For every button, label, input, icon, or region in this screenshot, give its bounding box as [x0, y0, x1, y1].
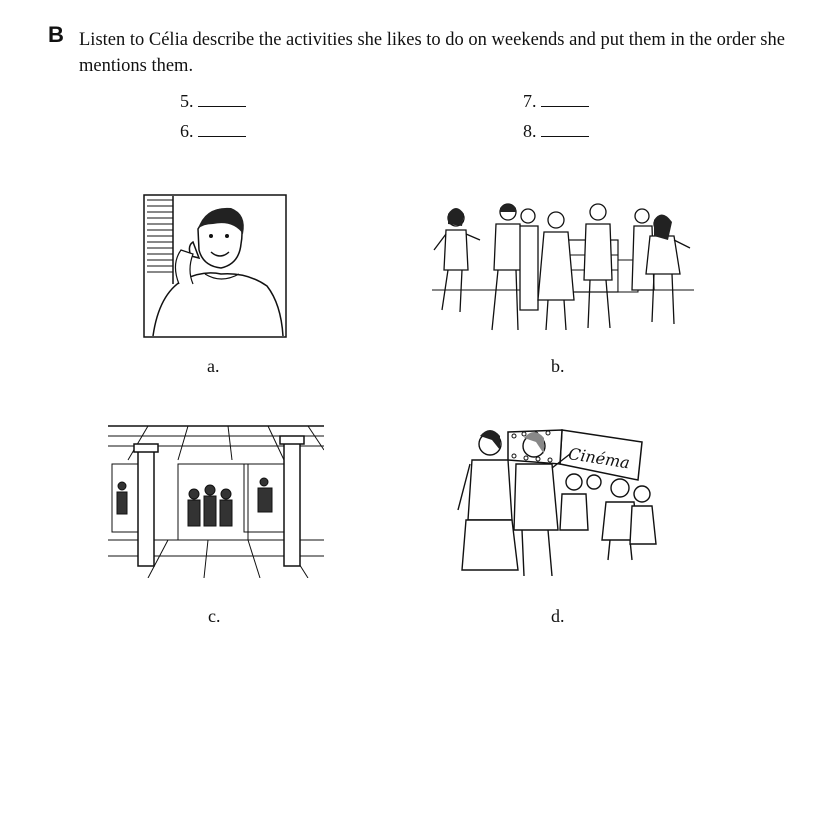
blank-number: 8. — [523, 121, 537, 141]
blank-line[interactable] — [541, 92, 589, 107]
picture-caption-a: a. — [207, 356, 220, 376]
instructions-text: Listen to Célia describe the activities she likes to do on weekends and put them in the order she mentions them. — [79, 30, 785, 76]
picture-caption-b: b. — [551, 356, 565, 376]
blank-number: 7. — [523, 91, 537, 111]
answer-blank-6[interactable] — [180, 121, 246, 142]
answer-blank-5[interactable] — [180, 91, 246, 112]
blank-line[interactable] — [198, 122, 246, 137]
section-letter: B — [48, 22, 64, 47]
dancing-party-icon — [432, 200, 694, 340]
blank-number: 6. — [180, 121, 194, 141]
blank-number: 5. — [180, 91, 194, 111]
phone-call-icon — [143, 194, 287, 338]
shopping-mall-icon — [108, 420, 324, 578]
blank-line[interactable] — [198, 92, 246, 107]
answer-blank-8[interactable] — [523, 121, 589, 142]
picture-caption-d: d. — [551, 606, 565, 626]
cinema-friends-icon — [452, 420, 658, 580]
answer-blank-7[interactable] — [523, 91, 589, 112]
blank-line[interactable] — [541, 122, 589, 137]
picture-caption-c: c. — [208, 606, 221, 626]
cinema-sign-text: Cinéma — [567, 444, 632, 473]
